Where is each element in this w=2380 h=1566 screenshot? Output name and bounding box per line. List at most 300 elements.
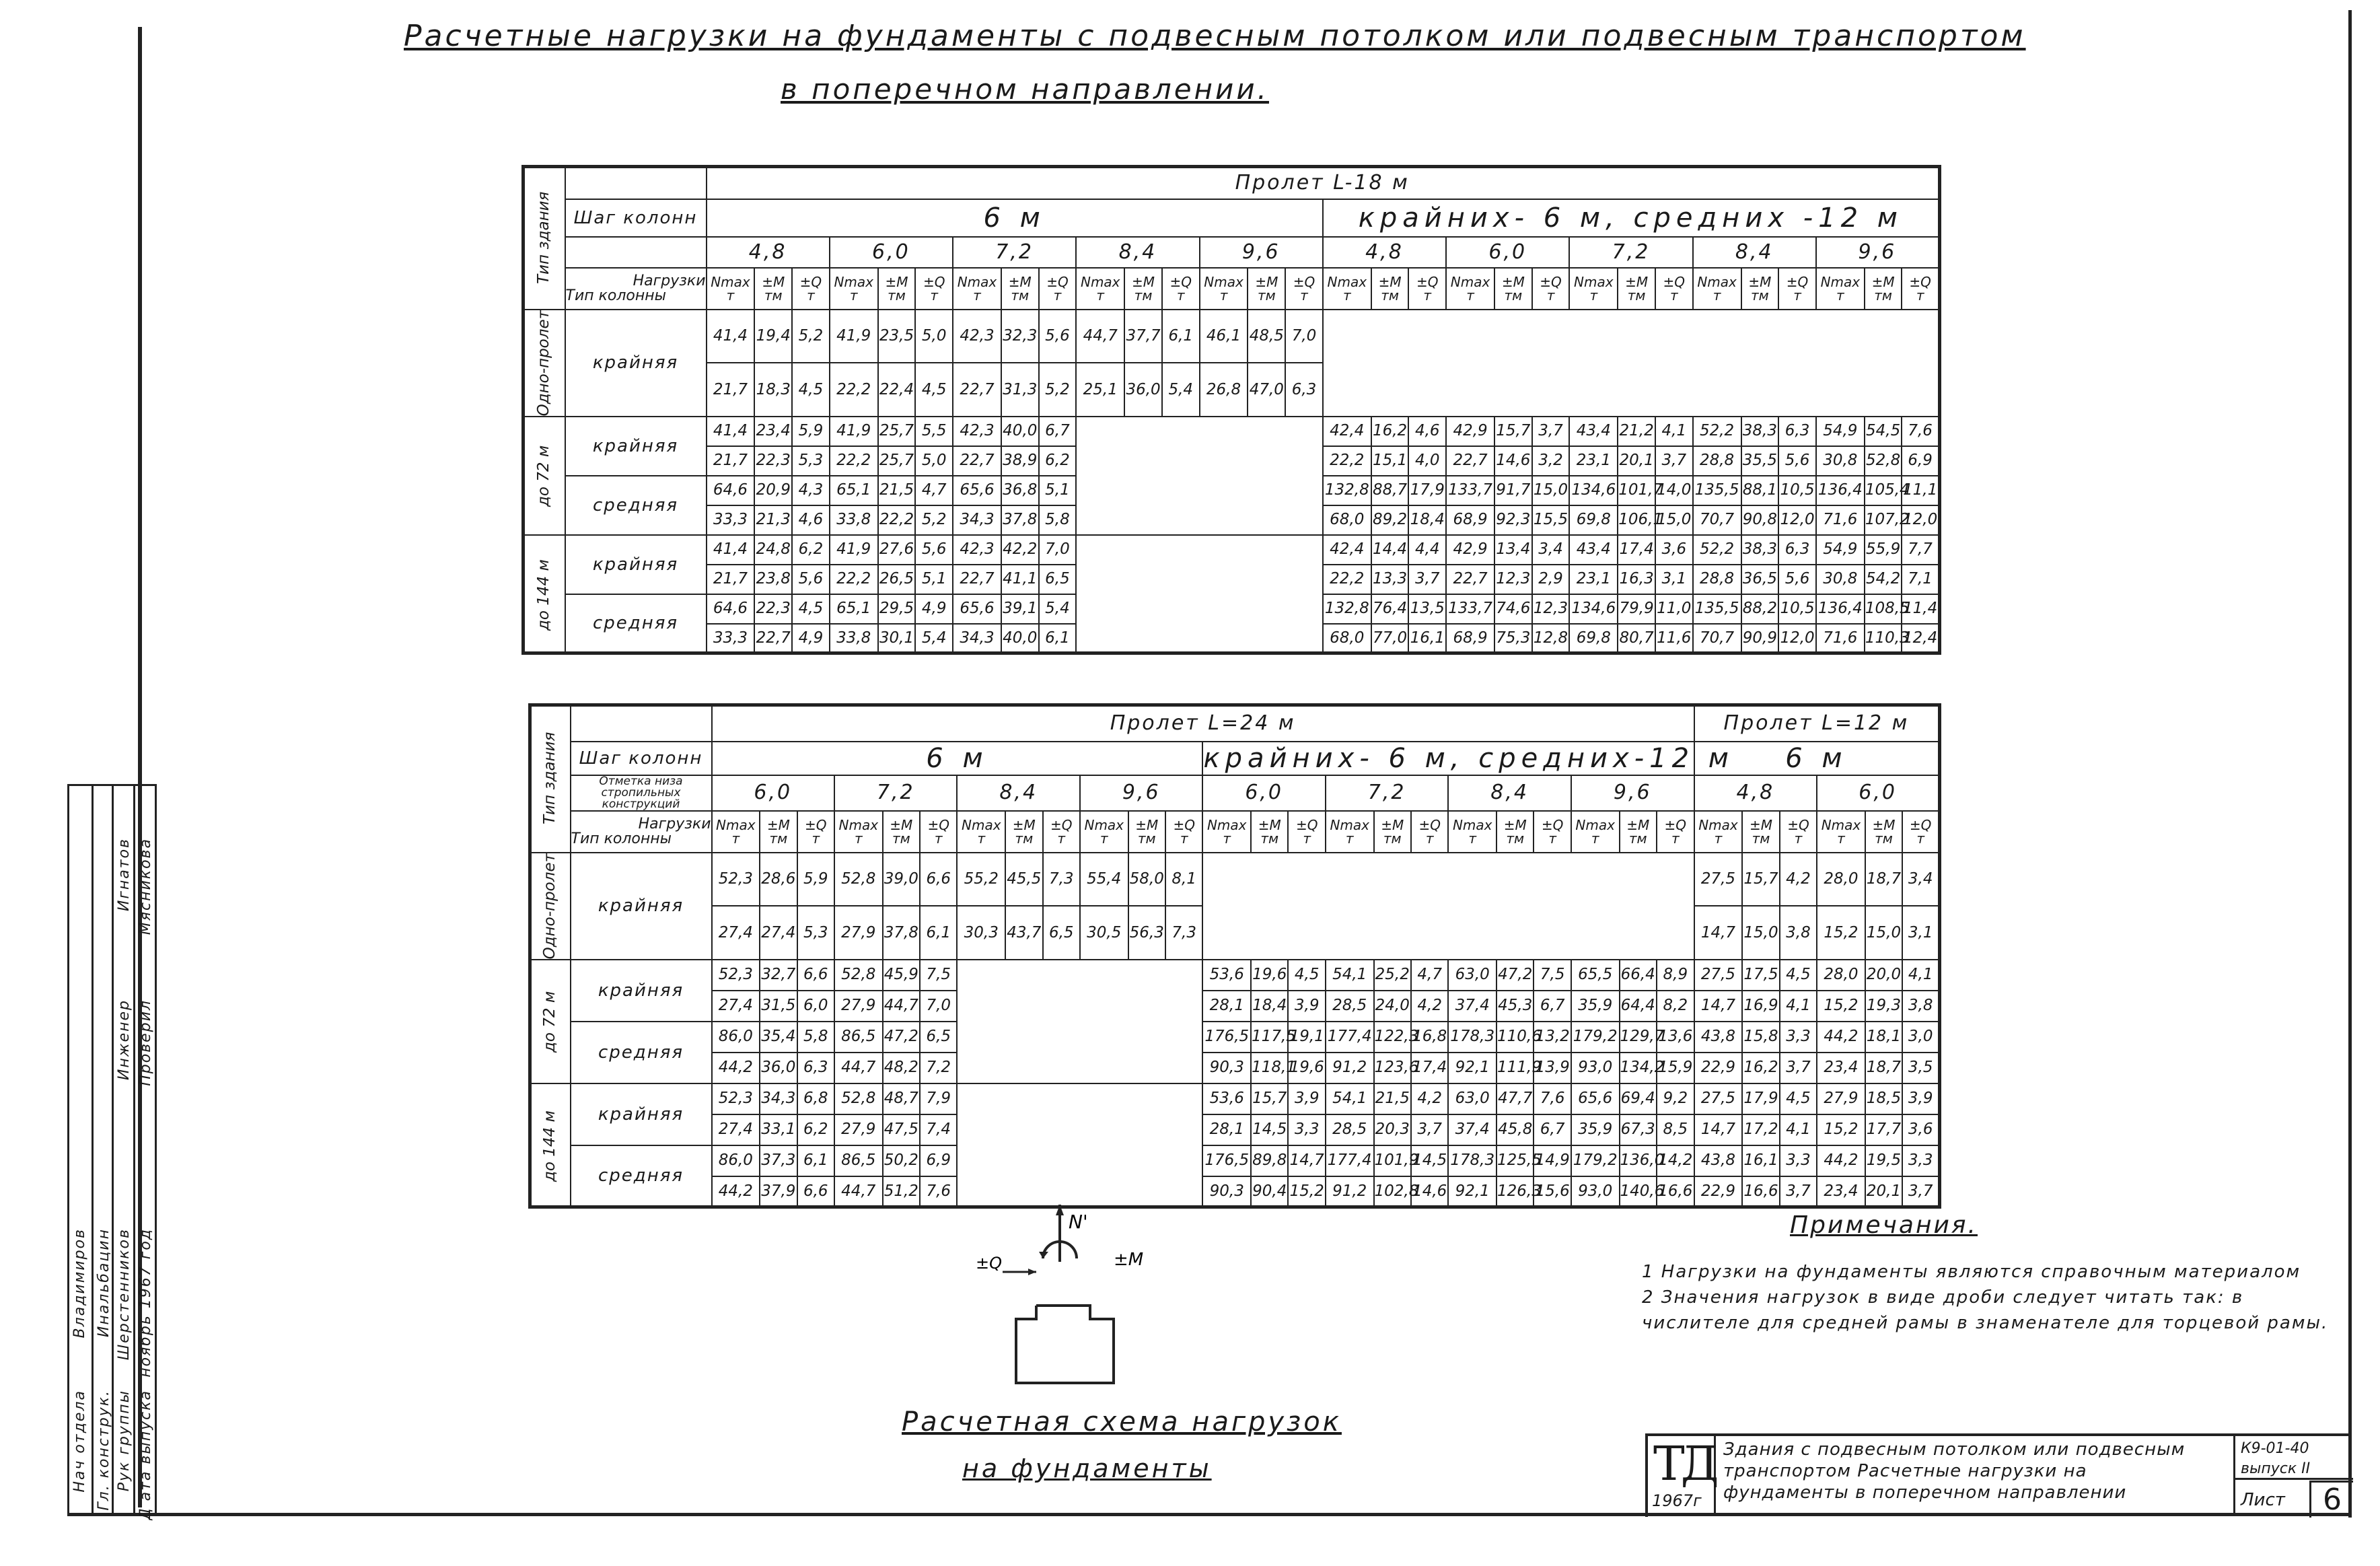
stamp-role: Проверил [137,999,154,1086]
height-col: 6,0 [1202,775,1325,811]
value-cell: 20,1 [1865,1176,1902,1207]
col-unit: т [1837,830,1845,847]
col-unit: т [1423,287,1432,304]
value-cell: 3,7 [1532,417,1570,446]
load-col-head [1569,268,1618,310]
value-cell: 8,1 [1165,853,1202,906]
value-cell: 91,2 [1326,1053,1374,1083]
value-cell: 5,5 [915,417,953,446]
value-cell: 45,8 [1496,1114,1534,1145]
value-cell: 3,8 [1780,906,1817,960]
load-col-head [1865,268,1902,310]
value-cell: 11,6 [1655,624,1693,653]
load-col-head [797,811,834,853]
value-cell: 5,2 [915,505,953,535]
value-cell: 3,3 [1780,1022,1817,1053]
col-name: ±Q [1541,816,1564,833]
load-col-head [1902,811,1939,853]
height-col: 9,6 [1571,775,1694,811]
value-cell: 54,5 [1865,417,1902,446]
value-cell: 3,3 [1288,1114,1325,1145]
value-cell: 13,5 [1408,594,1446,624]
value-cell: 63,0 [1448,960,1496,991]
col-unit: т [1099,830,1108,847]
value-cell: 176,5 [1202,1145,1251,1176]
value-cell: 5,6 [792,565,830,594]
nagruzki-tip-corner [571,811,712,853]
value-cell: 13,6 [1657,1022,1694,1053]
value-cell: 21,7 [707,565,755,594]
col-unit: тм [1137,830,1156,847]
value-cell: 15,0 [1655,505,1693,535]
load-col-head [1001,268,1039,310]
value-cell: 44,2 [1817,1022,1865,1053]
col-name: ±Q [1169,273,1192,290]
n-load-label: N' [1069,1211,1088,1233]
value-cell: 69,8 [1569,505,1618,535]
value-cell: 68,0 [1323,505,1371,535]
value-cell: 5,2 [1039,363,1077,417]
value-cell: 36,0 [1124,363,1162,417]
stamp-role: Нач отдела [71,1390,88,1493]
value-cell: 22,3 [754,446,792,476]
value-cell: 14,7 [1694,1114,1743,1145]
value-cell: 13,2 [1534,1022,1571,1053]
height-col: 9,6 [1200,237,1323,268]
value-cell: 15,7 [1251,1083,1288,1114]
nagruzki-label: Нагрузки [638,815,711,832]
value-cell: 3,7 [1408,565,1446,594]
column-type-cell: крайняя [571,1083,712,1145]
value-cell: 37,4 [1448,1114,1496,1145]
col-name: Nmax [834,273,873,290]
load-col-head [1494,268,1532,310]
q-load-label: ±Q [976,1254,1002,1273]
col-unit: т [854,830,863,847]
height-corner [565,237,707,268]
stamp-name: Владимиров [71,1228,88,1339]
value-cell: 7,0 [1039,535,1077,565]
value-cell: 37,8 [883,906,920,960]
value-cell: 28,8 [1693,446,1741,476]
col-unit: тм [1504,287,1523,304]
value-cell: 37,3 [760,1145,797,1176]
value-cell: 54,9 [1816,535,1865,565]
value-cell: 40,0 [1001,417,1039,446]
value-cell: 4,6 [1408,417,1446,446]
load-col-head [712,811,760,853]
empty-block-mixed [1323,310,1939,417]
value-cell: 41,9 [830,310,878,363]
m-load-label: ±M [1114,1250,1144,1270]
value-cell: 27,4 [712,906,760,960]
group-6m-12: 6 м [1694,742,1940,775]
value-cell: 117,5 [1251,1022,1288,1053]
value-cell: 13,3 [1371,565,1409,594]
value-cell: 69,8 [1569,624,1618,653]
value-cell: 101,9 [1374,1145,1411,1176]
value-cell: 56,3 [1128,906,1165,960]
col-unit: т [1916,287,1924,304]
value-cell: 6,6 [797,1176,834,1207]
col-name: ±M [1008,273,1032,290]
col-name: ±Q [1416,273,1439,290]
col-unit: т [1793,287,1801,304]
value-cell: 65,5 [1571,960,1620,991]
load-col-head [1816,268,1865,310]
span-12-header: Пролет L=12 м [1694,705,1940,742]
value-cell: 7,7 [1902,535,1939,565]
value-cell: 6,6 [797,960,834,991]
value-cell: 19,1 [1288,1022,1325,1053]
value-cell: 3,7 [1411,1114,1448,1145]
col-name: ±M [1255,273,1278,290]
value-cell: 42,3 [953,535,1001,565]
col-name: ±M [1012,816,1036,833]
load-col-head [1128,811,1165,853]
height-col: 6,0 [830,237,953,268]
value-cell: 27,5 [1694,853,1743,906]
value-cell: 6,8 [797,1083,834,1114]
value-cell: 65,6 [1571,1083,1620,1114]
load-col-head [1817,811,1865,853]
value-cell: 6,7 [1534,1114,1571,1145]
value-cell: 18,4 [1408,505,1446,535]
value-cell: 3,4 [1902,853,1939,906]
group-6m: 6 м [712,742,1203,775]
value-cell: 15,7 [1742,853,1779,906]
value-cell: 3,9 [1288,1083,1325,1114]
value-cell: 4,2 [1411,991,1448,1022]
col-name: ±Q [1664,816,1687,833]
value-cell: 43,7 [1005,906,1042,960]
value-cell: 22,2 [830,446,878,476]
value-cell: 14,9 [1534,1145,1571,1176]
value-cell: 4,1 [1780,1114,1817,1145]
load-col-head [1005,811,1042,853]
value-cell: 52,8 [834,853,883,906]
load-col-head [915,268,953,310]
value-cell: 178,3 [1448,1022,1496,1053]
value-cell: 4,2 [1411,1083,1448,1114]
value-cell: 8,5 [1657,1114,1694,1145]
value-cell: 24,8 [754,535,792,565]
value-cell: 21,2 [1618,417,1655,446]
series-code: К9-01-40 [2241,1440,2309,1457]
value-cell: 111,9 [1496,1053,1534,1083]
load-col-head [1124,268,1162,310]
value-cell: 65,1 [830,476,878,505]
span-header: Пролет L-18 м [707,167,1940,199]
value-cell: 91,2 [1326,1176,1374,1207]
sheet-description: Здания с подвесным потолком или подвесным транспортом Расчетные нагрузки на фундаменты в поперечном направлении [1723,1439,2186,1503]
value-cell: 5,4 [1039,594,1077,624]
value-cell: 5,9 [792,417,830,446]
col-unit: т [1176,287,1185,304]
value-cell: 22,7 [953,565,1001,594]
value-cell: 16,1 [1408,624,1446,653]
col-name: ±Q [1787,816,1809,833]
stamp-top-line [67,784,155,786]
building-type-cell: до 72 м [524,417,565,535]
load-col-head [1323,268,1371,310]
value-cell: 5,1 [915,565,953,594]
value-cell: 38,3 [1741,535,1779,565]
value-cell: 23,4 [1817,1053,1865,1083]
value-cell: 16,6 [1742,1176,1779,1207]
value-cell: 6,3 [1778,535,1816,565]
column-type-cell: крайняя [571,853,712,960]
value-cell: 27,5 [1694,960,1743,991]
scheme-title-line2: на фундаменты [962,1454,1212,1483]
value-cell: 30,3 [957,906,1005,960]
value-cell: 70,7 [1693,624,1741,653]
value-cell: 39,1 [1001,594,1039,624]
col-name: ±M [1378,273,1402,290]
value-cell: 3,5 [1902,1053,1939,1083]
column-type-cell: средняя [571,1145,712,1207]
col-unit: т [726,287,735,304]
col-name: ±M [1503,816,1527,833]
value-cell: 179,2 [1571,1145,1620,1176]
value-cell: 3,7 [1655,446,1693,476]
value-cell: 7,2 [920,1053,957,1083]
value-cell: 133,7 [1446,594,1494,624]
value-cell: 41,4 [707,535,755,565]
col-unit: тм [888,287,906,304]
value-cell: 5,6 [1778,446,1816,476]
value-cell: 45,5 [1005,853,1042,906]
value-cell: 15,5 [1532,505,1570,535]
value-cell: 122,3 [1374,1022,1411,1053]
value-cell: 79,9 [1618,594,1655,624]
tip-zdaniya-header: Тип здания [524,167,565,310]
approval-stamp [67,784,155,1520]
value-cell: 53,6 [1202,960,1251,991]
load-col-head [878,268,916,310]
col-name: ±Q [805,816,827,833]
value-cell: 6,9 [920,1145,957,1176]
value-cell: 28,1 [1202,1114,1251,1145]
value-cell: 44,7 [1076,310,1124,363]
value-cell: 28,6 [760,853,797,906]
value-cell: 14,7 [1694,906,1743,960]
value-cell: 25,7 [878,446,916,476]
value-cell: 5,6 [915,535,953,565]
value-cell: 22,2 [830,363,878,417]
value-cell: 14,0 [1655,476,1693,505]
value-cell: 11,0 [1655,594,1693,624]
value-cell: 23,8 [754,565,792,594]
value-cell: 15,6 [1534,1176,1571,1207]
stamp-column-line [92,784,94,1514]
load-col-head [920,811,957,853]
value-cell: 15,9 [1657,1053,1694,1083]
value-cell: 20,3 [1374,1114,1411,1145]
value-cell: 14,6 [1494,446,1532,476]
value-cell: 48,2 [883,1053,920,1083]
value-cell: 7,0 [1285,310,1323,363]
value-cell: 89,8 [1251,1145,1288,1176]
load-col-head [1408,268,1446,310]
value-cell: 106,1 [1618,505,1655,535]
value-cell: 8,2 [1657,991,1694,1022]
col-name: ±M [1258,816,1281,833]
col-name: ±M [1626,816,1650,833]
height-col: 7,2 [1569,237,1692,268]
value-cell: 46,1 [1200,310,1248,363]
value-cell: 52,8 [1865,446,1902,476]
value-cell: 37,9 [760,1176,797,1207]
load-col-head [1902,268,1939,310]
logo-letters: ТД [1653,1436,1715,1491]
value-cell: 134,6 [1569,476,1618,505]
value-cell: 22,9 [1694,1176,1743,1207]
value-cell: 47,2 [883,1022,920,1053]
value-cell: 22,3 [754,594,792,624]
value-cell: 86,0 [712,1022,760,1053]
table-span-24m-12m [528,703,1941,1209]
issue-number: выпуск II [2241,1460,2311,1477]
value-cell: 16,1 [1742,1145,1779,1176]
column-type-cell: крайняя [565,310,707,417]
load-col-head [754,268,792,310]
col-name: ±Q [1046,273,1069,290]
value-cell: 27,9 [834,906,883,960]
load-col-head [1532,268,1570,310]
value-cell: 22,2 [830,565,878,594]
value-cell: 14,5 [1251,1114,1288,1145]
value-cell: 4,1 [1780,991,1817,1022]
value-cell: 15,2 [1288,1176,1325,1207]
col-unit: т [973,287,981,304]
value-cell: 53,6 [1202,1083,1251,1114]
height-col: 4,8 [707,237,830,268]
col-name: ±Q [1418,816,1441,833]
value-cell: 64,4 [1620,991,1657,1022]
value-cell: 15,2 [1817,1114,1865,1145]
value-cell: 6,1 [1162,310,1200,363]
value-cell: 63,0 [1448,1083,1496,1114]
value-cell: 15,0 [1865,906,1902,960]
load-col-head [1655,268,1693,310]
col-unit: т [1219,287,1228,304]
value-cell: 71,6 [1816,624,1865,653]
scheme-title-line1: Расчетная схема нагрузок [902,1407,1342,1437]
value-cell: 42,4 [1323,417,1371,446]
value-cell: 4,4 [1408,535,1446,565]
value-cell: 7,3 [1043,853,1080,906]
value-cell: 17,2 [1742,1114,1779,1145]
value-cell: 77,0 [1371,624,1409,653]
col-unit: т [1096,287,1105,304]
value-cell: 52,3 [712,960,760,991]
value-cell: 136,0 [1620,1145,1657,1176]
height-col: 4,8 [1694,775,1817,811]
value-cell: 5,9 [797,853,834,906]
value-cell: 12,3 [1494,565,1532,594]
value-cell: 30,1 [878,624,916,653]
value-cell: 22,7 [953,363,1001,417]
col-name: ±Q [1173,816,1195,833]
value-cell: 12,4 [1902,624,1939,653]
stamp-role: Рук группы [116,1390,133,1492]
value-cell: 27,9 [834,1114,883,1145]
stamp-role: Гл. конструк. [96,1390,112,1511]
load-col-head [834,811,883,853]
stamp-name: ноябрь 1967 год [137,1228,154,1378]
value-cell: 52,3 [712,1083,760,1114]
value-cell: 44,7 [883,991,920,1022]
height-col: 8,4 [1448,775,1571,811]
value-cell: 6,0 [797,991,834,1022]
publisher-logo [1648,1436,1716,1516]
value-cell: 132,8 [1323,476,1371,505]
value-cell: 43,8 [1694,1145,1743,1176]
stamp-name: Мясникова [137,838,154,935]
column-type-cell: средняя [565,594,707,653]
value-cell: 4,1 [1902,960,1939,991]
empty-block [957,1083,1202,1207]
value-cell: 18,4 [1251,991,1288,1022]
value-cell: 44,2 [712,1053,760,1083]
col-name: ±Q [799,273,822,290]
group-6m: 6 м [707,199,1323,237]
value-cell: 12,0 [1778,624,1816,653]
value-cell: 18,5 [1865,1083,1902,1114]
value-cell: 4,3 [792,476,830,505]
empty-block [1076,535,1323,653]
load-col-head [1865,811,1902,853]
col-name: Nmax [1575,816,1615,833]
value-cell: 55,2 [957,853,1005,906]
col-name: Nmax [1327,273,1367,290]
col-name: ±Q [1663,273,1686,290]
value-cell: 11,1 [1902,476,1939,505]
value-cell: 52,3 [712,853,760,906]
value-cell: 21,7 [707,446,755,476]
value-cell: 47,2 [1496,960,1534,991]
col-unit: тм [1874,287,1893,304]
load-col-head [1371,268,1409,310]
value-cell: 12,0 [1902,505,1939,535]
col-unit: тм [1381,287,1399,304]
value-cell: 7,6 [1534,1083,1571,1114]
value-cell: 28,8 [1693,565,1741,594]
col-name: ±Q [1295,816,1318,833]
value-cell: 67,3 [1620,1114,1657,1145]
value-cell: 48,5 [1248,310,1285,363]
value-cell: 18,7 [1865,1053,1902,1083]
value-cell: 108,5 [1865,594,1902,624]
value-cell: 12,3 [1532,594,1570,624]
value-cell: 9,2 [1657,1083,1694,1114]
value-cell: 68,0 [1323,624,1371,653]
col-unit: т [1712,287,1721,304]
col-name: ±Q [927,816,949,833]
value-cell: 101,7 [1618,476,1655,505]
value-cell: 6,2 [792,535,830,565]
col-name: ±Q [1540,273,1562,290]
value-cell: 21,7 [707,363,755,417]
value-cell: 36,8 [1001,476,1039,505]
stamp-name: Шерстенников [116,1228,133,1361]
value-cell: 27,4 [712,991,760,1022]
value-cell: 52,2 [1693,417,1741,446]
value-cell: 15,1 [1371,446,1409,476]
value-cell: 28,0 [1817,853,1865,906]
col-name: Nmax [1574,273,1614,290]
